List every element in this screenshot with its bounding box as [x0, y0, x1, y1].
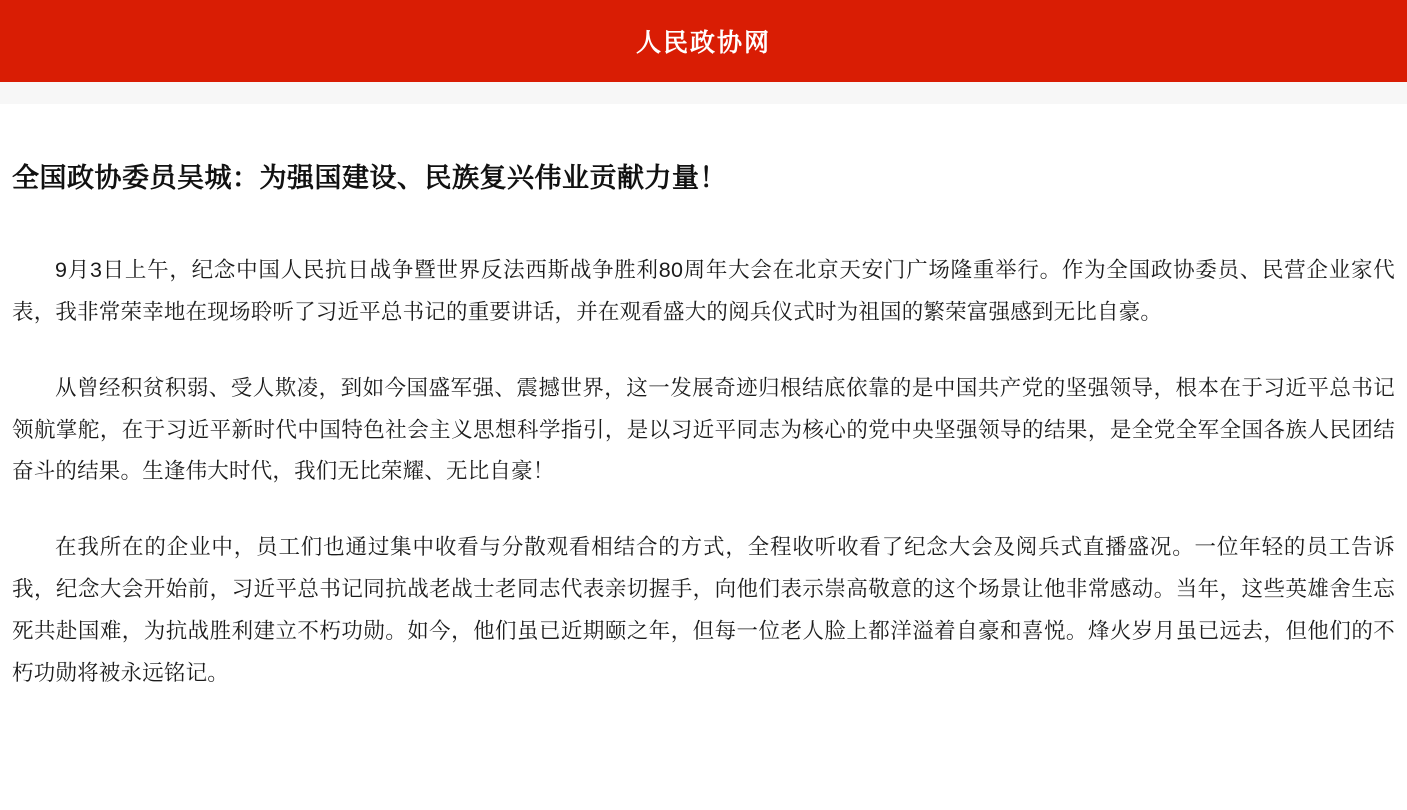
article-paragraph: 在我所在的企业中，员工们也通过集中收看与分散观看相结合的方式，全程收听收看了纪念大会及阅兵式直播盛况。一位年轻的员工告诉我，纪念大会开始前，习近平总书记同抗战老战士老同志代表亲切握手，向他们表示崇高敬意的这个场景让他非常感动。当年，这些英雄舍生忘死共赴国难，为抗战胜利建立不朽功勋。如今，他们虽已近期颐之年，但每一位老人脸上都洋溢着自豪和喜悦。烽火岁月虽已远去，但他们的不朽功勋将被永远铭记。: [12, 535, 1395, 686]
article-title: 全国政协委员吴城：为强国建设、民族复兴伟业贡献力量！: [12, 163, 727, 193]
article-container: [0, 104, 1407, 725]
article-paragraph: 从曾经积贫积弱、受人欺凌，到如今国盛军强、震撼世界，这一发展奇迹归根结底依靠的是中国共产党的坚强领导，根本在于习近平总书记领航掌舵，在于习近平新时代中国特色社会主义思想科学指引，是以习近平同志为核心的党中央坚强领导的结果，是全党全军全国各族人民团结奋斗的结果。生逢伟大时代，我们无比荣耀、无比自豪！: [12, 375, 1395, 484]
site-header: [0, 0, 1407, 82]
header-divider: [0, 82, 1407, 104]
article-paragraph: 9月3日上午，纪念中国人民抗日战争暨世界反法西斯战争胜利80周年大会在北京天安门广场隆重举行。作为全国政协委员、民营企业家代表，我非常荣幸地在现场聆听了习近平总书记的重要讲话，并在观看盛大的阅兵仪式时为祖国的繁荣富强感到无比自豪。: [12, 257, 1395, 324]
site-title: 人民政协网: [635, 29, 771, 57]
article-body: [12, 198, 1395, 695]
